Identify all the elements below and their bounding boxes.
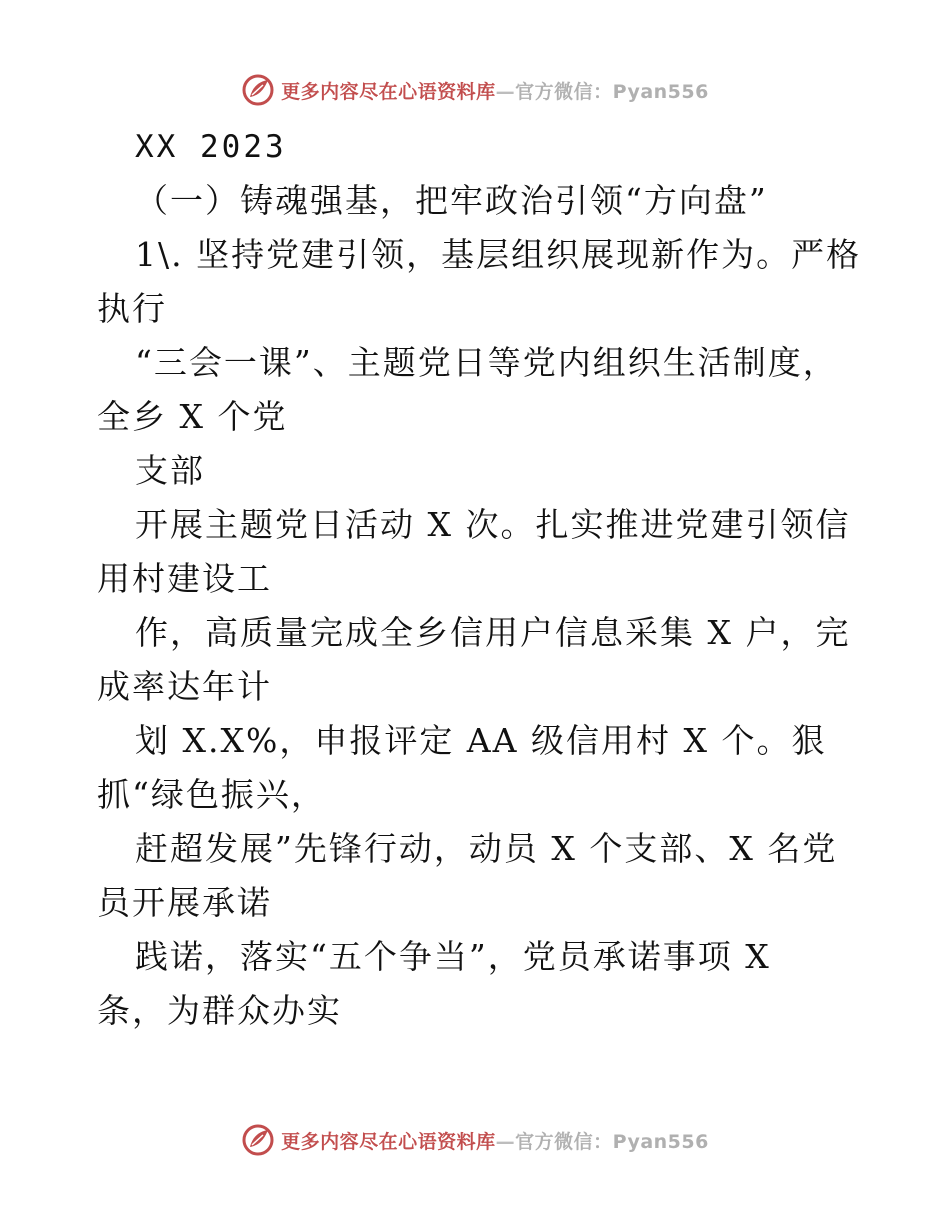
- doc-line: “三会一课”、主题党日等党内组织生活制度，: [135, 343, 838, 382]
- doc-line: 用村建设工: [97, 559, 272, 598]
- doc-line: 划 X.X%，申报评定 AA 级信用村 X 个。狠: [135, 721, 827, 760]
- doc-line: 员开展承诺: [97, 883, 272, 922]
- banner-main-text: 更多内容尽在心语资料库: [281, 1130, 496, 1153]
- doc-line: 成率达年计: [97, 667, 272, 706]
- leaf-logo-icon: [241, 73, 275, 107]
- banner-main-text: 更多内容尽在心语资料库: [281, 80, 496, 103]
- doc-line: 开展主题党日活动 X 次。扎实推进党建引领信: [135, 505, 851, 544]
- doc-line-year: XX 2023: [135, 129, 287, 165]
- leaf-logo-icon: [241, 1123, 275, 1157]
- doc-line: 执行: [97, 289, 167, 328]
- doc-line: 作，高质量完成全乡信用户信息采集 X 户，完: [135, 613, 851, 652]
- banner-contact-text: 官方微信：Pyan556: [515, 80, 709, 103]
- doc-line: 践诺，落实“五个争当”，党员承诺事项 X: [135, 937, 771, 976]
- banner-contact-text: 官方微信：Pyan556: [515, 1130, 709, 1153]
- footer-banner: [0, 1120, 950, 1160]
- doc-section-heading: （一）铸魂强基，把牢政治引领“方向盘”: [135, 181, 768, 220]
- banner-separator: —: [495, 1130, 516, 1153]
- doc-line: 抓“绿色振兴，: [97, 775, 326, 814]
- header-banner: [0, 70, 950, 110]
- banner-text: [281, 1127, 709, 1154]
- document-body: [97, 120, 877, 1038]
- doc-line: 支部: [135, 451, 205, 490]
- doc-line: 1\. 坚持党建引领，基层组织展现新作为。严格: [135, 235, 862, 274]
- doc-line: 条，为群众办实: [97, 991, 342, 1030]
- banner-separator: —: [495, 80, 516, 103]
- doc-line: 赶超发展”先锋行动，动员 X 个支部、X 名党: [135, 829, 838, 868]
- banner-text: [281, 77, 709, 104]
- doc-line: 全乡 X 个党: [97, 397, 288, 436]
